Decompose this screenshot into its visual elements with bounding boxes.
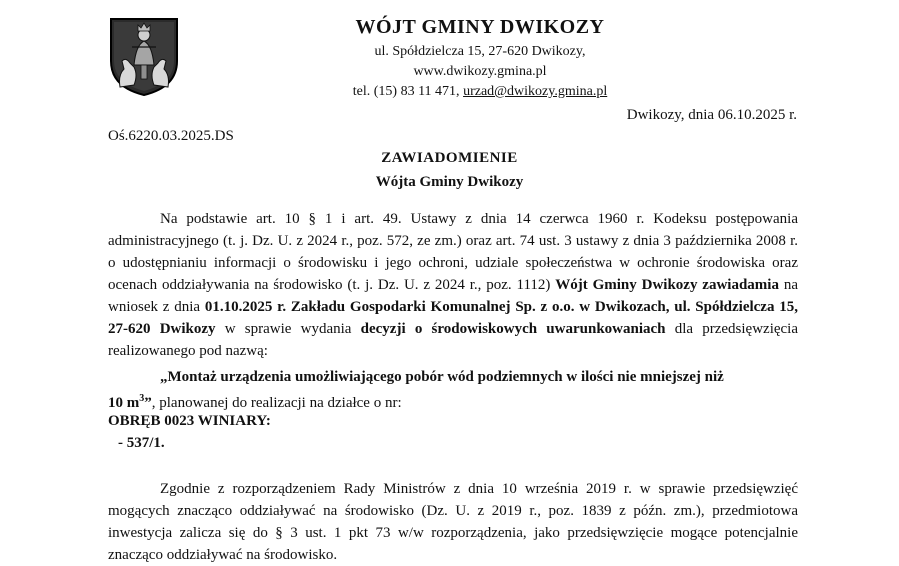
para1-bold-decision: decyzji o środowiskowych uwarunkowaniach: [360, 321, 666, 337]
project-location-text: , planowanej do realizacji na działce o nr:: [151, 395, 402, 411]
letterhead-title: WÓJT GMINY DWIKOZY: [355, 16, 605, 38]
gmina-coat-of-arms: [108, 17, 180, 97]
letterhead-phone: tel. (15) 83 11 471,: [352, 84, 460, 99]
classification-paragraph: Zgodnie z rozporządzeniem Rady Ministrów z dnia 10 września 2019 r. w sprawie przedsięwzięć mogących znacząco oddziaływać na środowisko (Dz. U. z 2019 r., poz. 1839 z późn. zm.), przedmiotowa inwestycja zalicza się do § 3 ust. 1 pkt 73 w/w rozporządzenia, jako przedsięwzięcie mogące potencjalnie znacząco oddziaływać na środowisko.: [108, 481, 798, 563]
letterhead-email-link[interactable]: urzad@dwikozy.gmina.pl: [463, 84, 608, 99]
project-volume: 10 m: [108, 395, 140, 411]
para1-text-2: na wniosek z dnia: [108, 277, 798, 315]
letterhead-website: www.dwikozy.gmina.pl: [413, 64, 547, 79]
para1-bold-announcer: Wójt Gminy Dwikozy zawiadamia: [555, 277, 779, 293]
plot-number: - 537/1.: [118, 435, 165, 451]
para1-bold-applicant: 01.10.2025 r. Zakładu Gospodarki Komunalnej Sp. z o.o. w Dwikozach, ul. Spółdzielcza 15, 27-620 Dwikozy: [108, 299, 798, 337]
letterhead: [300, 14, 660, 102]
project-volume-exponent: 3: [139, 393, 145, 404]
project-close-quote: ”: [144, 395, 152, 411]
letterhead-address: ul. Spółdzielcza 15, 27-620 Dwikozy,: [374, 44, 586, 59]
notice-title: ZAWIADOMIENIE: [381, 150, 518, 166]
notice-subtitle: Wójta Gminy Dwikozy: [375, 174, 524, 190]
letterhead-contact: [300, 82, 660, 102]
legal-basis-paragraph: [108, 208, 798, 362]
project-name: [108, 366, 798, 414]
para1-text-4: dla przedsięwzięcia realizowanego pod nazwą:: [108, 321, 798, 359]
project-name-line1: „Montaż urządzenia umożliwiającego pobór wód podziemnych w ilości nie mniejszej niż: [160, 369, 724, 385]
precinct-label: OBRĘB 0023 WINIARY:: [108, 413, 271, 429]
place-and-date: Dwikozy, dnia 06.10.2025 r.: [626, 107, 797, 123]
para1-text-3: w sprawie wydania: [215, 321, 361, 337]
case-reference: Oś.6220.03.2025.DS: [108, 128, 234, 144]
para1-text-1: Na podstawie art. 10 § 1 i art. 49. Ustawy z dnia 14 czerwca 1960 r. Kodeksu postępowania administracyjnego (t. j. Dz. U. z 2024 r., poz. 572, ze zm.) oraz art. 74 ust. 3 ustawy z dnia 3 października 2008 r. o udostępnianiu informacji o środowisku i jego ochroni, udziale społeczeństwa w ochronie środowiska oraz ocenach oddziaływania na środowisko (t. j. Dz. U. z 2024 r., poz. 1112): [108, 211, 798, 293]
